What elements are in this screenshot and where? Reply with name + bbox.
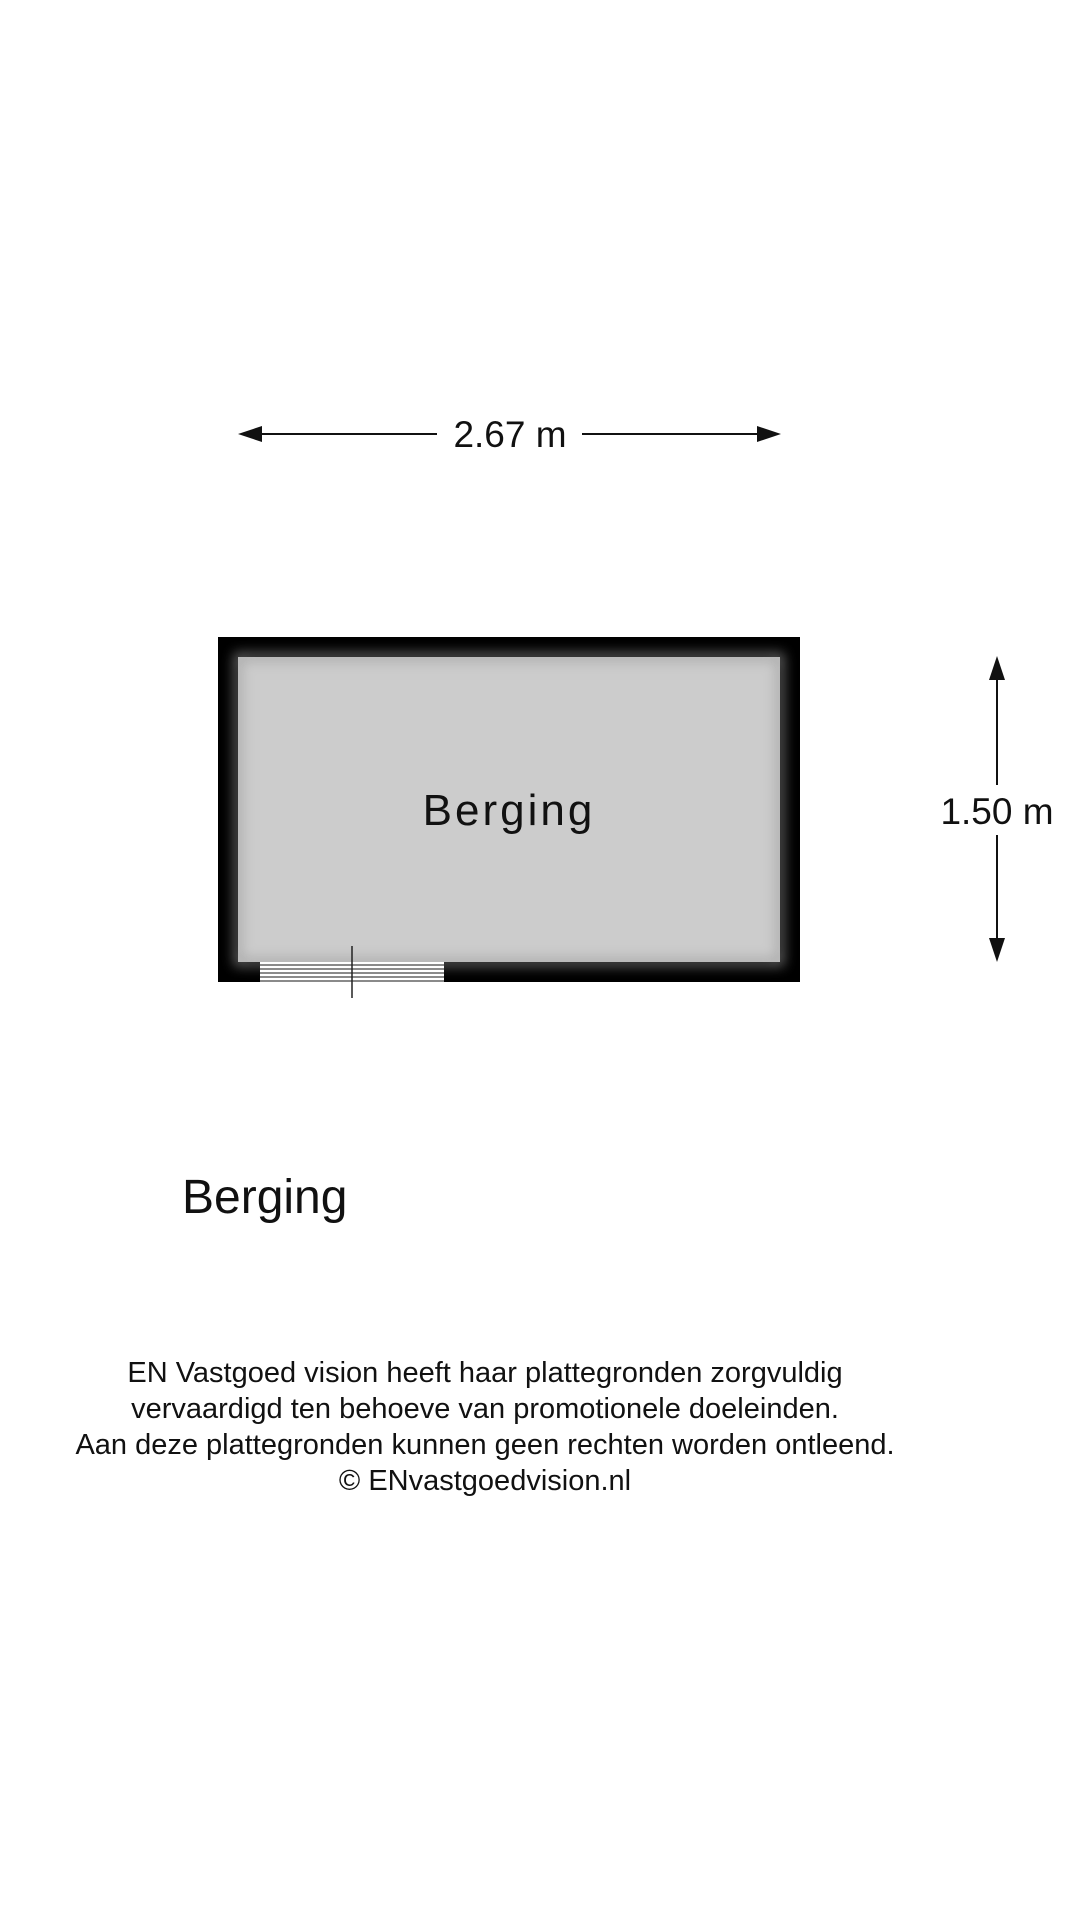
- disclaimer-line: EN Vastgoed vision heeft haar plattegronden zorgvuldig: [127, 1357, 843, 1389]
- arrow-right-icon: [757, 426, 781, 442]
- disclaimer-line: vervaardigd ten behoeve van promotionele doeleinden.: [131, 1393, 839, 1425]
- room-berging: [218, 637, 800, 998]
- disclaimer-line: Aan deze plattegronden kunnen geen rechten worden ontleend.: [75, 1429, 895, 1461]
- width-dimension-label: 2.67 m: [453, 414, 567, 455]
- disclaimer-copyright: © ENvastgoedvision.nl: [338, 1465, 632, 1497]
- arrow-up-icon: [989, 656, 1005, 680]
- arrow-left-icon: [238, 426, 262, 442]
- room-label: Berging: [422, 786, 596, 835]
- height-dimension: [940, 656, 1053, 962]
- floor-title: Berging: [182, 1171, 348, 1224]
- disclaimer: [0, 1355, 970, 1499]
- height-dimension-label: 1.50 m: [940, 791, 1054, 832]
- width-dimension: [238, 414, 781, 455]
- arrow-down-icon: [989, 938, 1005, 962]
